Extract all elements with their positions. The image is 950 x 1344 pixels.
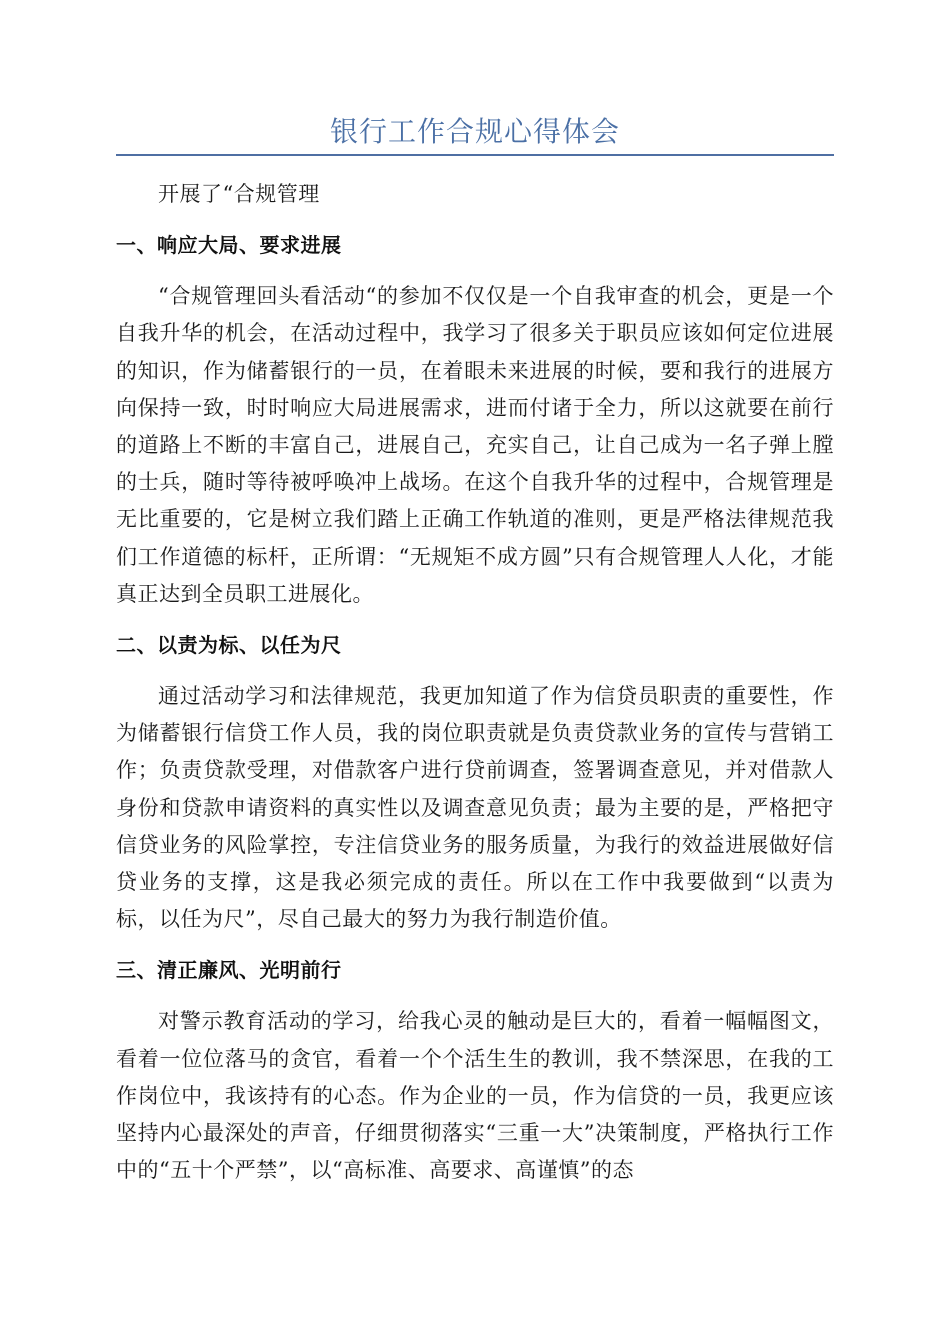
section-paragraph-2: 通过活动学习和法律规范，我更加知道了作为信贷员职责的重要性，作为储蓄银行信贷工作人员，我的岗位职责就是负责贷款业务的宣传与营销工作；负责贷款受理，对借款客户进行贷前调查，签署调查意见，并对借款人身份和贷款申请资料的真实性以及调查意见负责；最为主要的是，严格把守信贷业务的风险掌控，专注信贷业务的服务质量，为我行的效益进展做好信贷业务的支撑，这是我必须完成的责任。所以在工作中我要做到“以责为标，以任为尺”，尽自己最大的努力为我行制造价值。	[116, 684, 834, 932]
section-paragraph-3: 对警示教育活动的学习，给我心灵的触动是巨大的，看着一幅幅图文，看着一位位落马的贪官，看着一个个活生生的教训，我不禁深思，在我的工作岗位中，我该持有的心态。作为企业的一员，作为信贷的一员，我更应该坚持内心最深处的声音，仔细贯彻落实“三重一大”决策制度，严格执行工作中的“五十个严禁”，以“高标准、高要求、高谨慎”的态	[116, 1009, 834, 1183]
section-heading-3: 三、清正廉风、光明前行	[116, 958, 342, 983]
intro-paragraph: 开展了“合规管理	[158, 182, 320, 206]
document-body	[116, 176, 834, 1203]
section-heading-1: 一、响应大局、要求进展	[116, 233, 342, 258]
section-heading-2: 二、以责为标、以任为尺	[116, 633, 342, 658]
document-title: 银行工作合规心得体会	[329, 115, 620, 148]
title-underline	[116, 154, 834, 156]
section-paragraph-1: “合规管理回头看活动“的参加不仅仅是一个自我审查的机会，更是一个自我升华的机会，在活动过程中，我学习了很多关于职员应该如何定位进展的知识，作为储蓄银行的一员，在着眼未来进展的时候，要和我行的进展方向保持一致，时时响应大局进展需求，进而付诸于全力，所以这就要在前行的道路上不断的丰富自己，进展自己，充实自己，让自己成为一名子弹上膛的士兵，随时等待被呼唤冲上战场。在这个自我升华的过程中，合规管理是无比重要的，它是树立我们踏上正确工作轨道的准则，更是严格法律规范我们工作道德的标杆，正所谓：“无规矩不成方圆”只有合规管理人人化，才能真正达到全员职工进展化。	[116, 284, 834, 606]
